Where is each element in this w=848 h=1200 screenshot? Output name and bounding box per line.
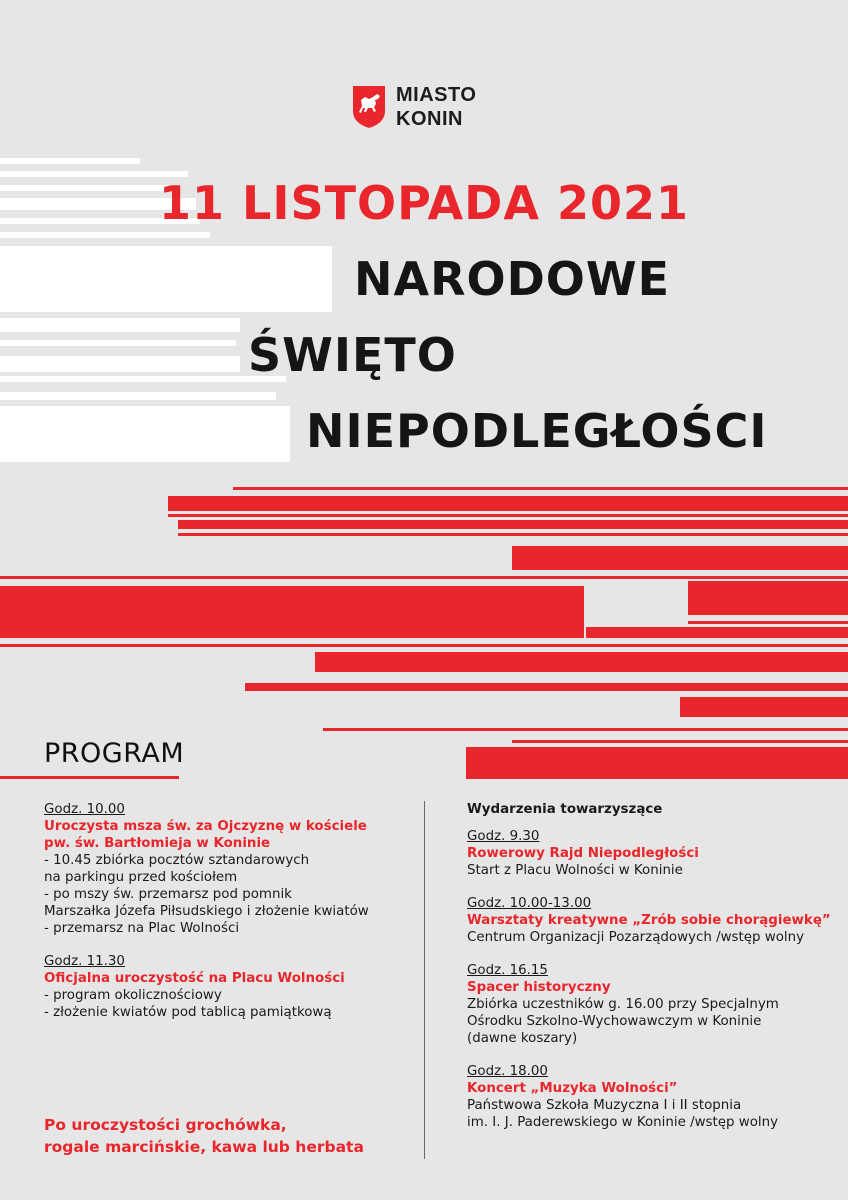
side-event-time: Godz. 9.30 (467, 829, 540, 844)
side-event-detail: Państwowa Szkoła Muzyczna I i II stopnia (467, 1098, 742, 1113)
title-line-1: NARODOWE (354, 252, 671, 306)
program-left-column (44, 801, 416, 1037)
side-event (467, 895, 837, 946)
program-underline (0, 776, 179, 779)
side-event-title: Spacer historyczny (467, 980, 611, 995)
side-event-title: Koncert „Muzyka Wolności” (467, 1081, 678, 1096)
side-event-detail: Start z Placu Wolności w Koninie (467, 863, 683, 878)
program-heading: PROGRAM (44, 738, 185, 769)
side-event-time: Godz. 10.00-13.00 (467, 896, 592, 911)
side-event-detail: Centrum Organizacji Pozarządowych /wstęp wolny (467, 930, 805, 945)
program-title: pw. św. Bartłomieja w Koninie (44, 836, 271, 851)
side-event (467, 1063, 837, 1131)
event-date: 11 LISTOPADA 2021 (159, 176, 689, 230)
city-logo (352, 83, 476, 131)
side-event-detail: im. I. J. Paderewskiego w Koninie /wstęp wolny (467, 1115, 779, 1130)
side-event-time: Godz. 16.15 (467, 963, 548, 978)
program-title: Oficjalna uroczystość na Placu Wolności (44, 971, 345, 986)
program-detail: - program okolicznościowy (44, 988, 222, 1003)
program-detail: - po mszy św. przemarsz pod pomnik (44, 887, 292, 902)
konin-horse-shield-icon (352, 85, 386, 129)
program-title: Uroczysta msza św. za Ojczyznę w kościele (44, 819, 367, 834)
logo-line-2: KONIN (396, 108, 463, 130)
side-event (467, 962, 837, 1047)
title-line-2: ŚWIĘTO (248, 328, 457, 382)
refreshments-note (44, 1114, 364, 1158)
refreshments-line-2: rogale marcińskie, kawa lub herbata (44, 1138, 364, 1156)
program-time: Godz. 11.30 (44, 954, 125, 969)
program-detail: Marszałka Józefa Piłsudskiego i złożenie kwiatów (44, 904, 369, 919)
refreshments-line-1: Po uroczystości grochówka, (44, 1116, 287, 1134)
program-time: Godz. 10.00 (44, 802, 125, 817)
title-line-3: NIEPODLEGŁOŚCI (306, 404, 768, 458)
program-item (44, 953, 416, 1021)
side-events-column (467, 801, 837, 1147)
program-detail: - złożenie kwiatów pod tablicą pamiątkową (44, 1005, 332, 1020)
program-item (44, 801, 416, 937)
side-event-title: Warsztaty kreatywne „Zrób sobie chorągiewkę” (467, 913, 831, 928)
column-divider (424, 801, 425, 1159)
side-events-heading: Wydarzenia towarzyszące (467, 802, 663, 817)
side-event-detail: Ośrodku Szkolno-Wychowawczym w Koninie (467, 1014, 762, 1029)
program-detail: - 10.45 zbiórka pocztów sztandarowych (44, 853, 310, 868)
side-event-detail: (dawne koszary) (467, 1031, 578, 1046)
side-event (467, 828, 837, 879)
side-event-title: Rowerowy Rajd Niepodległości (467, 846, 699, 861)
side-event-detail: Zbiórka uczestników g. 16.00 przy Specjalnym (467, 997, 779, 1012)
logo-line-1: MIASTO (396, 84, 477, 106)
side-event-time: Godz. 18.00 (467, 1064, 548, 1079)
program-detail: na parkingu przed kościołem (44, 870, 238, 885)
program-detail: - przemarsz na Plac Wolności (44, 921, 240, 936)
